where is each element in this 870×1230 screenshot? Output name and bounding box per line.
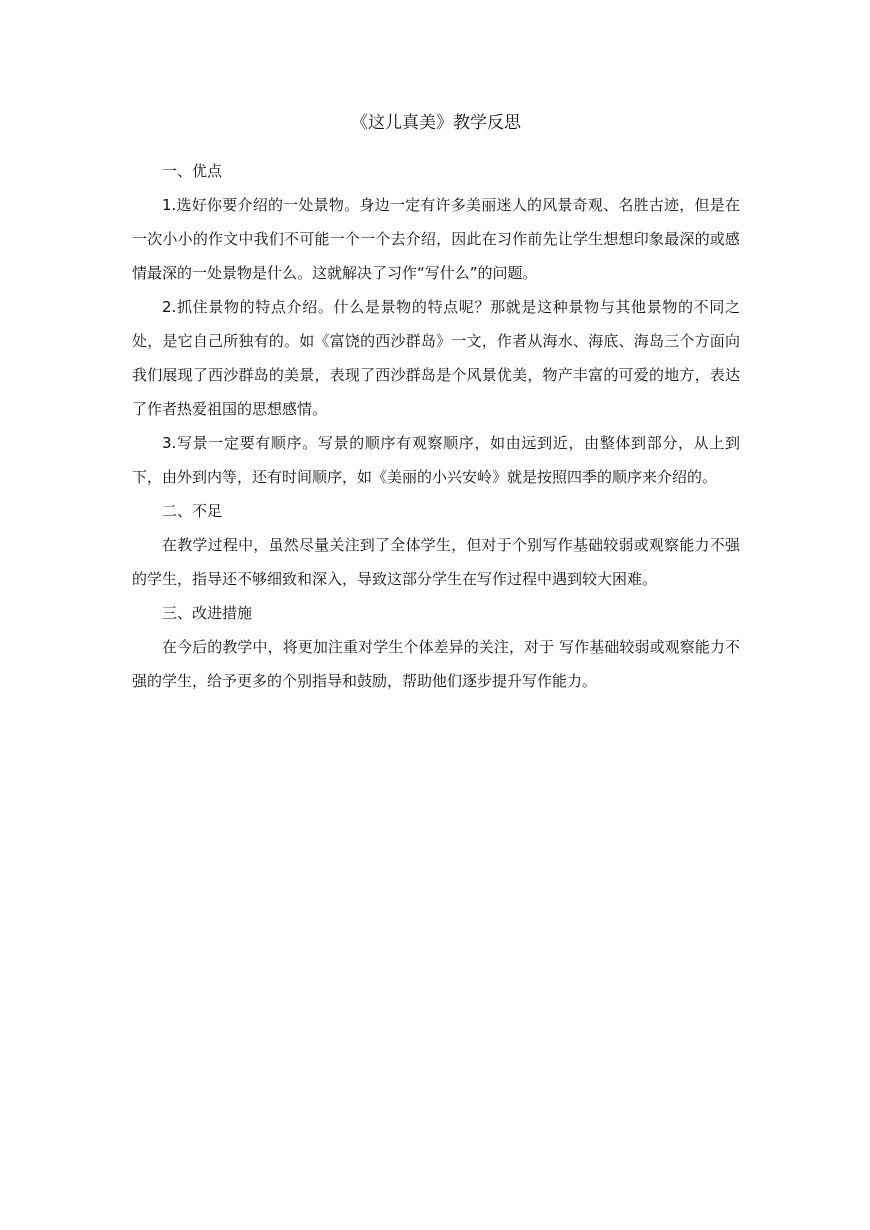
- paragraph: 在教学过程中，虽然尽量关注到了全体学生，但对于个别写作基础较弱或观察能力不强的学生，指导还不够细致和深入，导致这部分学生在写作过程中遇到较大困难。: [132, 536, 740, 588]
- section-heading: 三、改进措施: [162, 604, 253, 622]
- section-heading: 一、优点: [162, 162, 223, 180]
- paragraph: 2.抓住景物的特点介绍。什么是景物的特点呢？那就是这种景物与其他景物的不同之处，是它自己所独有的。如《富饶的西沙群岛》一文，作者从海水、海底、海岛三个方面向我们展现了西沙群岛的美景，表现了西沙群岛是个风景优美，物产丰富的可爱的地方，表达了作者热爱祖国的思想感情。: [132, 298, 740, 418]
- section-improvements: [132, 596, 740, 698]
- paragraph: 在今后的教学中，将更加注重对学生个体差异的关注，对于 写作基础较弱或观察能力不强的学生，给予更多的个别指导和鼓励，帮助他们逐步提升写作能力。: [132, 638, 740, 690]
- section-advantages: [132, 154, 740, 494]
- paragraph: 1.选好你要介绍的一处景物。身边一定有许多美丽迷人的风景奇观、名胜古迹，但是在一次小小的作文中我们不可能一个一个去介绍，因此在习作前先让学生想想印象最深的或感情最深的一处景物是什么。这就解决了习作“写什么”的问题。: [132, 196, 740, 282]
- section-shortcomings: [132, 494, 740, 596]
- section-heading: 二、不足: [162, 502, 223, 520]
- paragraph: 3.写景一定要有顺序。写景的顺序有观察顺序，如由远到近，由整体到部分，从上到下，由外到内等，还有时间顺序，如《美丽的小兴安岭》就是按照四季的顺序来介绍的。: [132, 434, 740, 486]
- document-page: [132, 110, 740, 698]
- document-title: 《这儿真美》教学反思: [351, 113, 521, 133]
